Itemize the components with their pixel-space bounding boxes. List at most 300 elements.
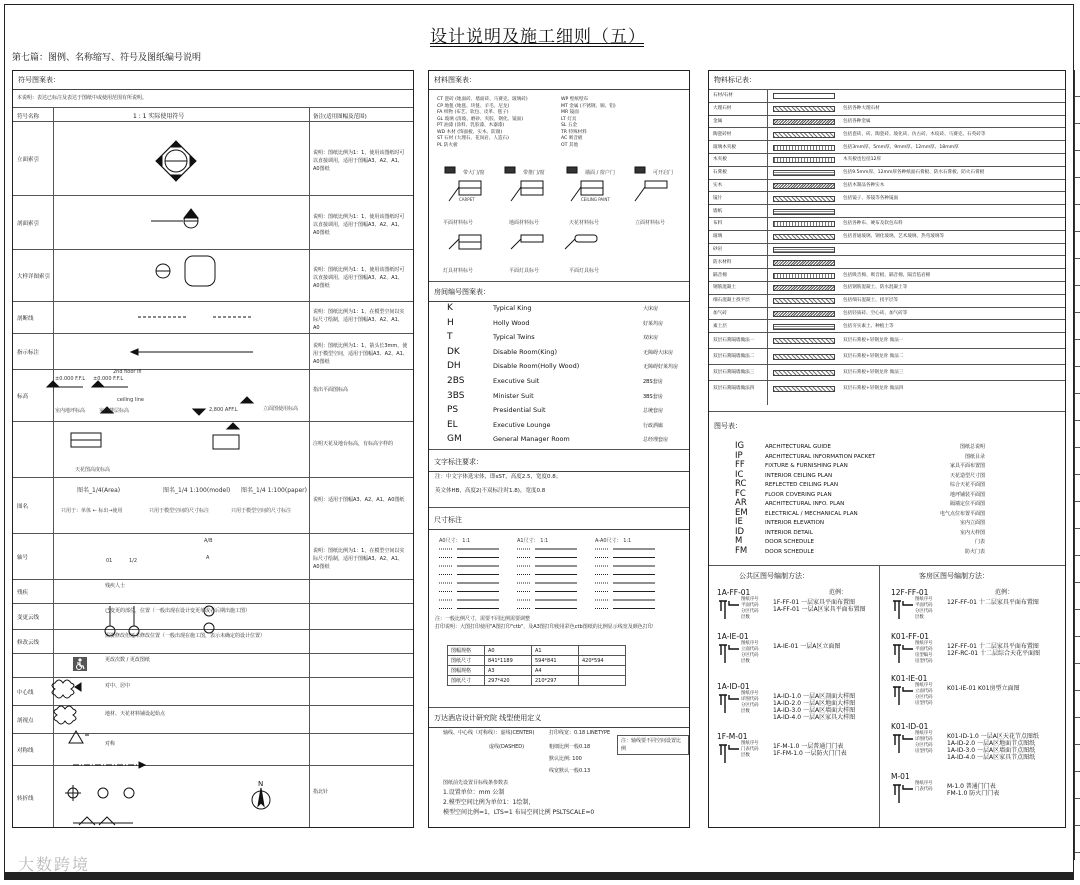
detail-index-icon: [156, 256, 215, 286]
paper-table-cell: 841*1189: [485, 656, 532, 666]
numbering-part: 图纸序号: [915, 641, 933, 646]
room-name: Executive Suit: [493, 377, 540, 385]
paper-table-cell: [579, 676, 626, 686]
tag-text: CEILING PAINT: [581, 197, 610, 202]
drawing-code-item: [735, 441, 985, 451]
room-name-cn: 双床房: [643, 335, 659, 342]
numbering-part: 平面代码: [741, 603, 759, 608]
numbering-code: K01-ID-01: [891, 722, 929, 731]
material-mark-row: [709, 204, 1065, 218]
numbering-code: 1F-M-01: [717, 732, 748, 741]
symbol-name: 转折线: [17, 796, 34, 802]
material-mark-row: [709, 307, 1065, 321]
material-mark-name: 双层石膏隔墙做法二: [713, 354, 755, 360]
paper-table-cell: [579, 666, 626, 676]
symbol-desc: 指出平面图标高: [313, 387, 349, 393]
section-divider: [709, 411, 1065, 412]
numbering-code: M-01: [891, 772, 910, 781]
elev-label: 2,800 AFF.L: [209, 407, 238, 413]
tag-row-label: 立面材料标号: [635, 220, 666, 226]
material-code: TR 特殊材料: [561, 129, 587, 135]
section-index-icon: [151, 209, 198, 228]
title-block-strip: [1074, 70, 1080, 860]
room-code: H: [447, 317, 454, 328]
drawing-code-cn: 室内大样图: [959, 529, 985, 536]
material-swatch-icon: [773, 285, 835, 291]
section-divider: [429, 281, 689, 282]
numbering-example: 12F-FF-01 十二层家具平面布置图: [947, 599, 1039, 606]
numbering-part: 层数: [741, 659, 750, 664]
symbols-note: 本说明：表达已标注及表达于图纸中或使用范围有所说明。: [17, 95, 148, 101]
symbol-desc: 说明：图纸比例为1：1，使用该图纸时可以直接调用，适用于图幅A3、A2、A1、A0图纸: [313, 267, 405, 289]
material-swatch-icon: [773, 260, 835, 266]
numbering-code: 1A-ID-01: [717, 682, 750, 691]
symbol-desc: 地材、天花材料铺设起始点: [105, 711, 166, 717]
dim-spec-header: 尺寸标注: [429, 511, 689, 530]
numbering-part: 图纸序号: [741, 741, 759, 746]
materials-header: 材料图案表：: [429, 71, 689, 90]
material-mark-row: [709, 348, 1065, 365]
materials-panel: [428, 70, 690, 828]
drawing-code-cn: 天花造型尺寸图: [949, 472, 985, 479]
sheet-title: 设计说明及施工细则（五）: [430, 27, 646, 47]
symbol-name: 对称线: [17, 748, 34, 754]
numbering-part: 分区代码: [915, 609, 933, 614]
drawing-code-name: FIXTURE & FURNISHING PLAN: [765, 463, 848, 469]
door-tag-label: 墙面 / 窗户门: [585, 170, 615, 176]
room-name-cn: 大床房: [643, 306, 659, 312]
axis-label: 1/2: [129, 558, 138, 564]
linetype-line: 线宽默认一般0.13: [549, 768, 591, 774]
drawing-code-item: [735, 479, 985, 489]
revision-triangle-icon: [69, 731, 89, 743]
material-code: OT 其他: [561, 142, 579, 148]
drawing-code-item: [735, 470, 985, 480]
linetype-line: 默认比例: 100: [549, 756, 582, 762]
elevation-mark-icon: [47, 381, 253, 429]
material-mark-name: 加气砖: [713, 310, 727, 316]
drawing-code-item: [735, 489, 985, 499]
numbering-example: 1A-IE-01 一层A区立面图: [773, 643, 841, 650]
symbol-desc: 需要修改但还未修改位置（一般出现在施工图，表示未确定的设计位置）: [105, 633, 266, 639]
room-code: GM: [447, 434, 462, 445]
material-mark-row: [709, 268, 1065, 282]
numbering-example: 1A-ID-2.0 一层A区地面大样图: [773, 700, 856, 707]
numbering-example: M-1.0 普通门门表: [947, 783, 996, 790]
paper-table-cell: 图幅规格: [448, 666, 485, 676]
material-mark-row: [709, 319, 1065, 333]
numbering-part: 房型代码: [915, 749, 933, 754]
text-spec-header: 文字标注要求：: [429, 453, 689, 472]
room-code: 2BS: [447, 376, 465, 386]
drawing-codes-header: 图号表：: [714, 422, 742, 430]
numbering-part: 门表代码: [741, 747, 759, 752]
dim-sample-lines: [429, 545, 691, 615]
material-swatch-icon: [773, 324, 835, 330]
paper-size-table: [447, 645, 626, 686]
material-mark-name: 双层石膏隔墙做法四: [713, 386, 755, 392]
material-mark-desc: 双层石膏板+轻钢龙骨 做法二: [843, 354, 904, 360]
symbol-desc: 说明：图纸比例为1：1，在模型空间以实际尺寸绘制，适用于图幅A3、A2、A1、A0图纸: [313, 548, 405, 570]
room-name-cn: 总经理套房: [643, 437, 669, 444]
material-mark-row: [709, 179, 1065, 193]
material-swatch-icon: [773, 183, 835, 189]
material-swatch-icon: [773, 119, 835, 125]
symbol-name: 图名: [17, 504, 29, 510]
tag-row-label: 天花材料标号: [569, 220, 600, 226]
col-remark: 备注(适用图幅及范围): [313, 114, 367, 120]
symbol-name: 残疾: [17, 590, 29, 596]
drawing-code: FM: [735, 545, 748, 556]
paper-table-row: [448, 646, 626, 656]
linetype-note: 2.模型空间比例为单位1：1绘制，: [443, 799, 535, 806]
symbol-name: 立面索引: [17, 157, 40, 163]
drawing-code: IP: [735, 450, 743, 461]
room-code-item: [447, 332, 658, 342]
linetype-note-box: 注：轴线要不同空间设置比例: [617, 735, 689, 755]
material-swatch-icon: [773, 338, 835, 344]
bottom-frame-bar: [4, 872, 1074, 880]
dim-col-label: A0尺寸： 1:1: [439, 538, 471, 544]
example-label: 范例：: [829, 589, 848, 596]
numbering-example: 1A-ID-2.0 一层A区地面节点图纸: [947, 740, 1036, 747]
material-mark-desc: 包括3mm厚、5mm厚、9mm厚、12mm厚、18mm厚: [843, 144, 959, 150]
numbering-part: 图纸序号: [915, 781, 933, 786]
dim-col-label: A1尺寸： 1:1: [517, 538, 549, 544]
drawing-code-item: [735, 517, 985, 527]
numbering-example: 1A-ID-1.0 一层A区剖面大样图: [773, 693, 856, 700]
symbol-desc: 说明：图纸比例为1：1，使用该图纸时可以直接调用，适用于图幅A3、A2、A1、A0图纸: [313, 150, 405, 172]
tag-row-label: 平面材料标号: [443, 220, 474, 226]
symbols-header: 符号图案表：: [13, 71, 413, 90]
material-mark-desc: 包括各种大理石材: [843, 106, 880, 112]
numbering-part: 图纸序号: [915, 597, 933, 602]
drawing-code-cn: 电气点位布置平面图: [939, 510, 985, 517]
drawing-code: AR: [735, 498, 747, 508]
material-code: SL 五金: [561, 123, 578, 128]
numbering-example: 1F-M-1.0 一层普通门门表: [773, 743, 844, 750]
material-swatch-icon: [773, 145, 835, 151]
room-code-item: [447, 303, 658, 313]
drawing-code-item: [735, 508, 985, 518]
symbol-name: 剖视点: [17, 718, 34, 724]
material-mark-name: 双层石膏隔墙做法三: [713, 370, 755, 376]
room-name-cn: 行政酒廊: [643, 422, 664, 429]
material-code: MR 镜面: [561, 110, 579, 115]
elev-label: ±0.000 F.F.L: [55, 376, 86, 382]
view-title-label: 图名_1/4 1:100(paper): [241, 487, 307, 494]
room-code: K: [447, 303, 453, 313]
drawing-code-cn: 门表: [974, 539, 985, 545]
material-mark-desc: 包括钢筋混凝土、防水混凝土等: [843, 285, 908, 291]
material-mark-name: 细石混凝土找平层: [713, 298, 750, 304]
room-name: Typical King: [493, 304, 532, 312]
numbering-part: 层数: [741, 709, 750, 714]
numbering-part: 分区代码: [741, 609, 759, 614]
room-name-cn: 总统套房: [643, 408, 664, 415]
room-code-item: [447, 434, 668, 444]
material-mark-desc: 双层石膏板+轻钢龙骨 做法三: [843, 370, 904, 376]
col-divider: [767, 89, 768, 405]
material-code: LT 灯具: [561, 116, 577, 122]
numbering-part: 分区代码: [915, 743, 933, 748]
numbering-part: 立面代码: [915, 689, 933, 694]
drawing-code-item: [735, 498, 985, 508]
material-mark-desc: 包括普通玻璃、钢化玻璃、艺术玻璃、热弯玻璃等: [843, 234, 945, 240]
numbering-code: 12F-FF-01: [891, 588, 929, 597]
material-mark-desc: 双层石膏板+轻钢龙骨 做法一: [843, 338, 904, 344]
drawing-code: IG: [735, 441, 745, 451]
drawing-code-name: ARCHITECTURAL INFO. PLAN: [765, 501, 845, 507]
text-spec-line: 注：中文字体选宋体，即sST，高度2.5，宽度0.8；: [435, 474, 562, 480]
numbering-part: 平面代码: [915, 603, 933, 608]
symbol-name: 指示标注: [17, 350, 40, 356]
material-mark-name: 金属: [713, 118, 723, 124]
numbering-example: 1F-FF-01 一层家具平面布置图: [773, 599, 856, 606]
symbol-desc: 注明天花及地台标高，有标高字样的: [313, 441, 394, 447]
symbol-name: 剖面索引: [17, 221, 40, 227]
drawing-code: IE: [735, 517, 743, 527]
room-numbering-header: 客房区图号编制方法：: [919, 572, 989, 580]
room-code: DH: [447, 361, 461, 372]
material-code: CP 地毯 (地毯、块毯、羊毛、尼龙): [437, 103, 510, 109]
watermark-logo: 大数跨境: [18, 855, 91, 874]
material-mark-row: [709, 281, 1065, 295]
text-spec-line: 英文体HB，高度2(不双标注时1.8)，宽度0.8: [435, 488, 546, 494]
symbol-desc: 已变更的部位，位置（一般出现在设计变更单或者后期出施工图）: [105, 608, 251, 614]
tag-row-label: 平面灯具标号: [509, 268, 540, 274]
north-arrow-icon: [252, 780, 270, 809]
room-code: 3BS: [447, 390, 465, 401]
material-code: FA 织物 (布艺、软包、皮革、毯子): [437, 110, 509, 115]
drawing-code-item: [735, 546, 985, 556]
drawing-code-item: [735, 536, 985, 546]
material-mark-name: 隔音棉: [713, 272, 727, 278]
linetype-line: 打印线宽：0.18 LINETYPE: [549, 730, 611, 736]
symbol-desc: 残疾人士: [105, 583, 126, 589]
section-divider: [429, 449, 689, 450]
col-name: 符号名称: [17, 114, 40, 120]
numbering-example: K01-ID-1.0 一层A区天花节点图纸: [947, 733, 1039, 740]
drawing-code-name: DOOR SCHEDULE: [765, 539, 815, 545]
room-name-cn: 无障碍好莱坞房: [643, 364, 679, 371]
tag-row-label: 地面材料标号: [509, 220, 540, 226]
revision-cloud-icon: [52, 680, 81, 698]
symbol-name: 大样详图索引: [17, 274, 51, 280]
material-swatch-icon: [773, 311, 835, 317]
symbol-desc: 更改次数 / 更改图纸: [105, 657, 150, 663]
symbol-name: 轴号: [17, 555, 29, 561]
material-mark-row: [709, 364, 1065, 381]
symbol-name: 变更云线: [17, 615, 40, 621]
drawing-code-cn: 地坪铺装平面图: [949, 491, 985, 498]
tag-text: CARPET: [459, 197, 475, 202]
modify-cloud-icon: [54, 706, 76, 724]
material-code: WD 木材 (饰面板、实木、防腐): [437, 129, 503, 135]
room-name: Presidential Suit: [493, 406, 546, 415]
material-mark-name: 木夹板: [713, 157, 727, 163]
material-mark-name: 布料: [713, 221, 723, 227]
numbering-part: 分区代码: [741, 703, 759, 708]
room-code-item: [447, 361, 678, 371]
numbering-example: 1F-FM-1.0 一层防火门门表: [773, 750, 847, 757]
room-code: DK: [447, 346, 460, 357]
material-mark-row: [709, 140, 1065, 154]
drawing-code: RC: [735, 479, 747, 489]
room-name-cn: 3BS套房: [643, 393, 663, 400]
numbering-example: 1A-ID-4.0 一层A区家具大样图: [773, 714, 856, 721]
numbering-code: K01-FF-01: [891, 632, 930, 641]
material-code: GL 玻璃 (清玻、磨砂、夹胶、钢化、镜面): [437, 116, 524, 122]
view-sub-label: 只用于模型空间的尺寸标注: [149, 508, 210, 514]
view-title-label: 图名_1/4 1:100(model): [163, 487, 231, 494]
section-divider: [429, 507, 689, 508]
symbol-desc: 指北针: [313, 789, 329, 795]
material-swatch-icon: [773, 106, 835, 112]
axis-label: A/B: [204, 538, 213, 544]
material-mark-row: [709, 166, 1065, 180]
room-code-item: [447, 376, 663, 386]
numbering-part: 层数: [741, 753, 750, 758]
view-sub-label: 只用于：单体 ← 标出→使用: [61, 508, 123, 514]
symbol-name: 中心线: [17, 690, 34, 696]
material-code: AC 吸音板: [561, 136, 583, 141]
drawing-code: M: [735, 536, 743, 546]
material-mark-name: 石膏板: [713, 170, 727, 176]
paper-table-cell: 图幅规格: [448, 646, 485, 656]
numbering-part: 详图代码: [741, 697, 759, 702]
numbering-part: 平面代码: [915, 647, 933, 652]
material-swatch-icon: [773, 132, 835, 138]
paper-table-cell: 图纸尺寸: [448, 676, 485, 686]
symbol-name: 修改云线: [17, 640, 40, 646]
symmetry-icon: [73, 817, 133, 825]
view-sub-label: 只用于模型空间的尺寸标注: [231, 508, 292, 514]
room-code-item: [447, 405, 663, 415]
material-swatch-icon: [773, 157, 835, 163]
drawing-code: EM: [735, 507, 748, 518]
numbering-example: FM-1.0 防火门门表: [947, 790, 1000, 797]
view-title-label: 图名_1/4(Area): [77, 487, 121, 494]
numbering-part: 层数: [741, 615, 750, 620]
material-mark-desc: 包括夯实素土、种植土等: [843, 323, 894, 329]
material-mark-desc: 双层石膏板+轻钢龙骨 做法四: [843, 386, 904, 392]
centerline-icon: [73, 762, 145, 768]
room-name: Holly Wood: [493, 318, 530, 327]
room-name: Executive Lounge: [493, 420, 551, 429]
numbering-example: 1A-ID-3.0 一层A区墙面大样图: [773, 707, 856, 714]
drawing-code-name: ELECTRICAL / MECHANICAL PLAN: [765, 510, 858, 517]
material-code: MT 金属 (不锈钢、铜、铝): [561, 103, 616, 109]
symbols-panel: [12, 70, 414, 828]
symbol-desc: 对中、居中: [105, 683, 131, 689]
tag-row-label: 灯具材料标号: [443, 268, 474, 274]
elev-label: ±0.000 F.F.L: [93, 376, 124, 382]
linetype-line: 粗细比例一般0.18: [549, 744, 591, 750]
paper-table-cell: 594*841: [532, 656, 579, 666]
marks-panel: [708, 70, 1066, 828]
title-underline: [430, 43, 644, 47]
numbering-example: 1A-FF-01 一层A区家具平面布置图: [773, 606, 866, 613]
numbering-code: 1A-IE-01: [717, 632, 749, 641]
paper-table-row: [448, 666, 626, 676]
numbering-part: 立面代码: [741, 647, 759, 652]
material-mark-desc: 木夹板也包括12厚: [843, 157, 882, 163]
material-mark-desc: 包括各种布、硬布及软包布料: [843, 221, 903, 227]
material-mark-row: [709, 102, 1065, 116]
material-code: PT 油漆 (涂料、乳胶漆、木器漆): [437, 123, 505, 128]
numbering-part: 房型代码: [915, 659, 933, 664]
material-mark-row: [709, 380, 1065, 397]
material-mark-desc: 包括瓷砖、砖、陶瓷砖、玻化砖、仿古砖、木纹砖、马赛克、石英砖等: [843, 131, 986, 137]
material-code: CT 瓷砖 (地面砖、墙面砖、马赛克、玻璃砖): [437, 97, 528, 102]
material-mark-desc: 包括细石混凝土、找平层等: [843, 298, 899, 304]
symbol-name: 剖断线: [17, 316, 34, 322]
drawing-code-name: INTERIOR ELEVATION: [765, 520, 825, 526]
numbering-part: 层数: [915, 615, 924, 620]
linetype-note: 图纸前先设置目标线条参数表: [443, 780, 509, 786]
drawing-code-name: ARCHITECTURAL INFORMATION PACKET: [765, 453, 876, 460]
material-mark-name: 双层石膏隔墙做法一: [713, 338, 755, 344]
material-swatch-icon: [773, 354, 835, 360]
material-mark-name: 镜片: [713, 195, 723, 201]
section-divider: [429, 707, 689, 708]
material-mark-row: [709, 332, 1065, 349]
drawing-code-item: [735, 527, 985, 537]
paper-table-cell: [579, 646, 626, 656]
dim-note: 注：一般比例尺寸，需要不同比例需要调整: [435, 616, 531, 622]
material-mark-name: 实木: [713, 182, 723, 188]
paper-table-cell: A3: [485, 666, 532, 676]
drawing-code-name: REFLECTED CEILING PLAN: [765, 482, 839, 488]
symbol-drawings: [13, 71, 415, 829]
material-swatch-icon: [773, 273, 835, 279]
drawing-code-cn: 图纸目录: [964, 453, 985, 460]
material-swatch-icon: [773, 386, 835, 392]
paper-table-cell: 210*297: [532, 676, 579, 686]
symbol-desc: 说明：图纸比例为1：1，箭头长3mm，使用于模型空间，适用于图幅A3、A2、A1、A0图纸: [313, 343, 408, 365]
numbering-part: 房型编号: [915, 653, 933, 658]
tag-row-label: 平面灯具标号: [569, 268, 600, 274]
drawing-code-cn: 隔墙定位平面图: [949, 501, 985, 507]
elevation-index-icon: [156, 141, 196, 181]
room-name: Disable Room(Holly Wood): [493, 362, 580, 371]
drawing-code: ID: [735, 526, 745, 537]
door-tag-label: 带大门/窗: [463, 170, 485, 176]
drawing-code-name: DOOR SCHEDULE: [765, 548, 815, 555]
drawing-code: FC: [735, 488, 746, 499]
paper-table-row: [448, 656, 626, 666]
drawing-code-cn: 图纸总说明: [959, 444, 985, 450]
pointer-arrow-icon: [131, 349, 253, 355]
material-swatch-icon: [773, 93, 835, 99]
material-mark-desc: 包括镜子、茶镜等各种镜面: [843, 195, 899, 201]
numbering-part: 图纸序号: [741, 597, 759, 602]
material-mark-row: [709, 89, 1065, 103]
room-name: Disable Room(King): [493, 347, 558, 356]
room-code-item: [447, 391, 663, 401]
material-mark-name: 陶瓷砖材: [713, 131, 732, 137]
drawing-code-item: [735, 460, 985, 470]
origin-point-icon: [65, 785, 134, 801]
drawing-code-name: ARCHITECTURAL GUIDE: [765, 444, 831, 450]
section-divider: [709, 565, 1065, 566]
material-mark-desc: 包括9.5mm厚、12mm厚各种纸面石膏板、防水石膏板、防火石膏板: [843, 170, 985, 176]
room-code: T: [447, 332, 453, 343]
material-code: PL 防火板: [437, 142, 458, 148]
material-swatch-icon: [773, 196, 835, 202]
material-mark-desc: 包括木制品各种实木: [843, 182, 885, 188]
